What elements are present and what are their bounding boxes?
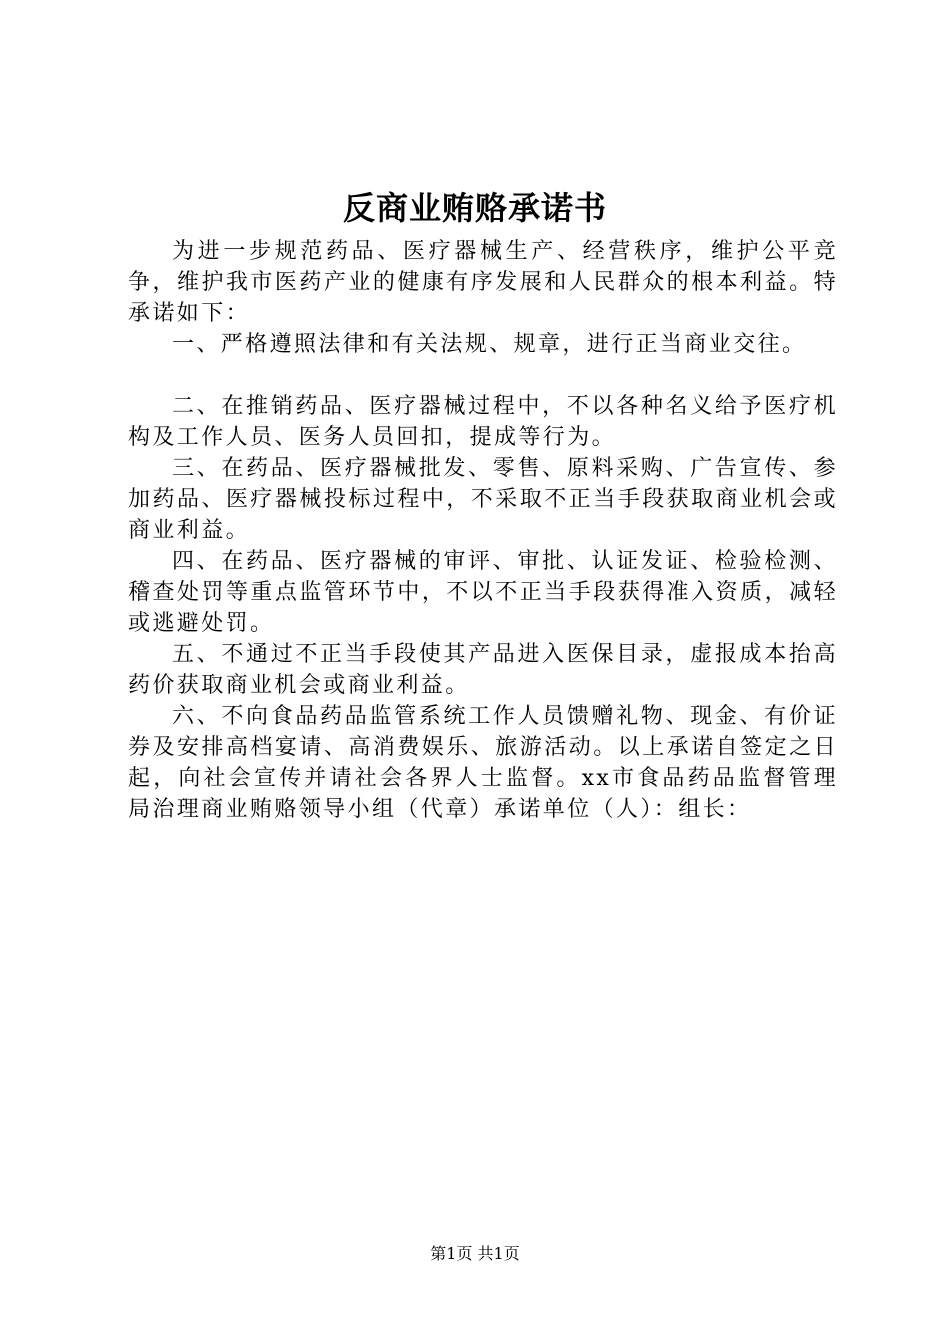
commitment-item-2: 二、在推销药品、医疗器械过程中，不以各种名义给予医疗机构及工作人员、医务人员回扣，提成等行为。 bbox=[128, 394, 838, 450]
commitment-item-5: 五、不通过不正当手段使其产品进入医保目录，虚报成本抬高药价获取商业机会或商业利益。 bbox=[128, 642, 838, 698]
commitment-item-1: 一、严格遵照法律和有关法规、规章，进行正当商业交往。 bbox=[172, 332, 807, 357]
commitment-item-6: 六、不向食品药品监管系统工作人员馈赠礼物、现金、有价证券及安排高档宴请、高消费娱乐、旅游活动。以上承诺自签定之日起，向社会宣传并请社会各界人士监督。xx市食品药品监督管理局治理商业贿赂领导小组（代章）承诺单位（人）：组长： bbox=[128, 704, 838, 822]
commitment-item-4: 四、在药品、医疗器械的审评、审批、认证发证、检验检测、稽查处罚等重点监管环节中，不以不正当手段获得准入资质，减轻或逃避处罚。 bbox=[128, 549, 838, 636]
document-title: 反商业贿赂承诺书 bbox=[342, 189, 607, 227]
page-number-footer: 第1页 共1页 bbox=[430, 1244, 520, 1263]
commitment-item-3: 三、在药品、医疗器械批发、零售、原料采购、广告宣传、参加药品、医疗器械投标过程中，不采取不正当手段获取商业机会或商业利益。 bbox=[128, 456, 838, 543]
intro-paragraph: 为进一步规范药品、医疗器械生产、经营秩序，维护公平竞争，维护我市医药产业的健康有序发展和人民群众的根本利益。特承诺如下： bbox=[128, 239, 838, 326]
document-body bbox=[128, 236, 838, 825]
